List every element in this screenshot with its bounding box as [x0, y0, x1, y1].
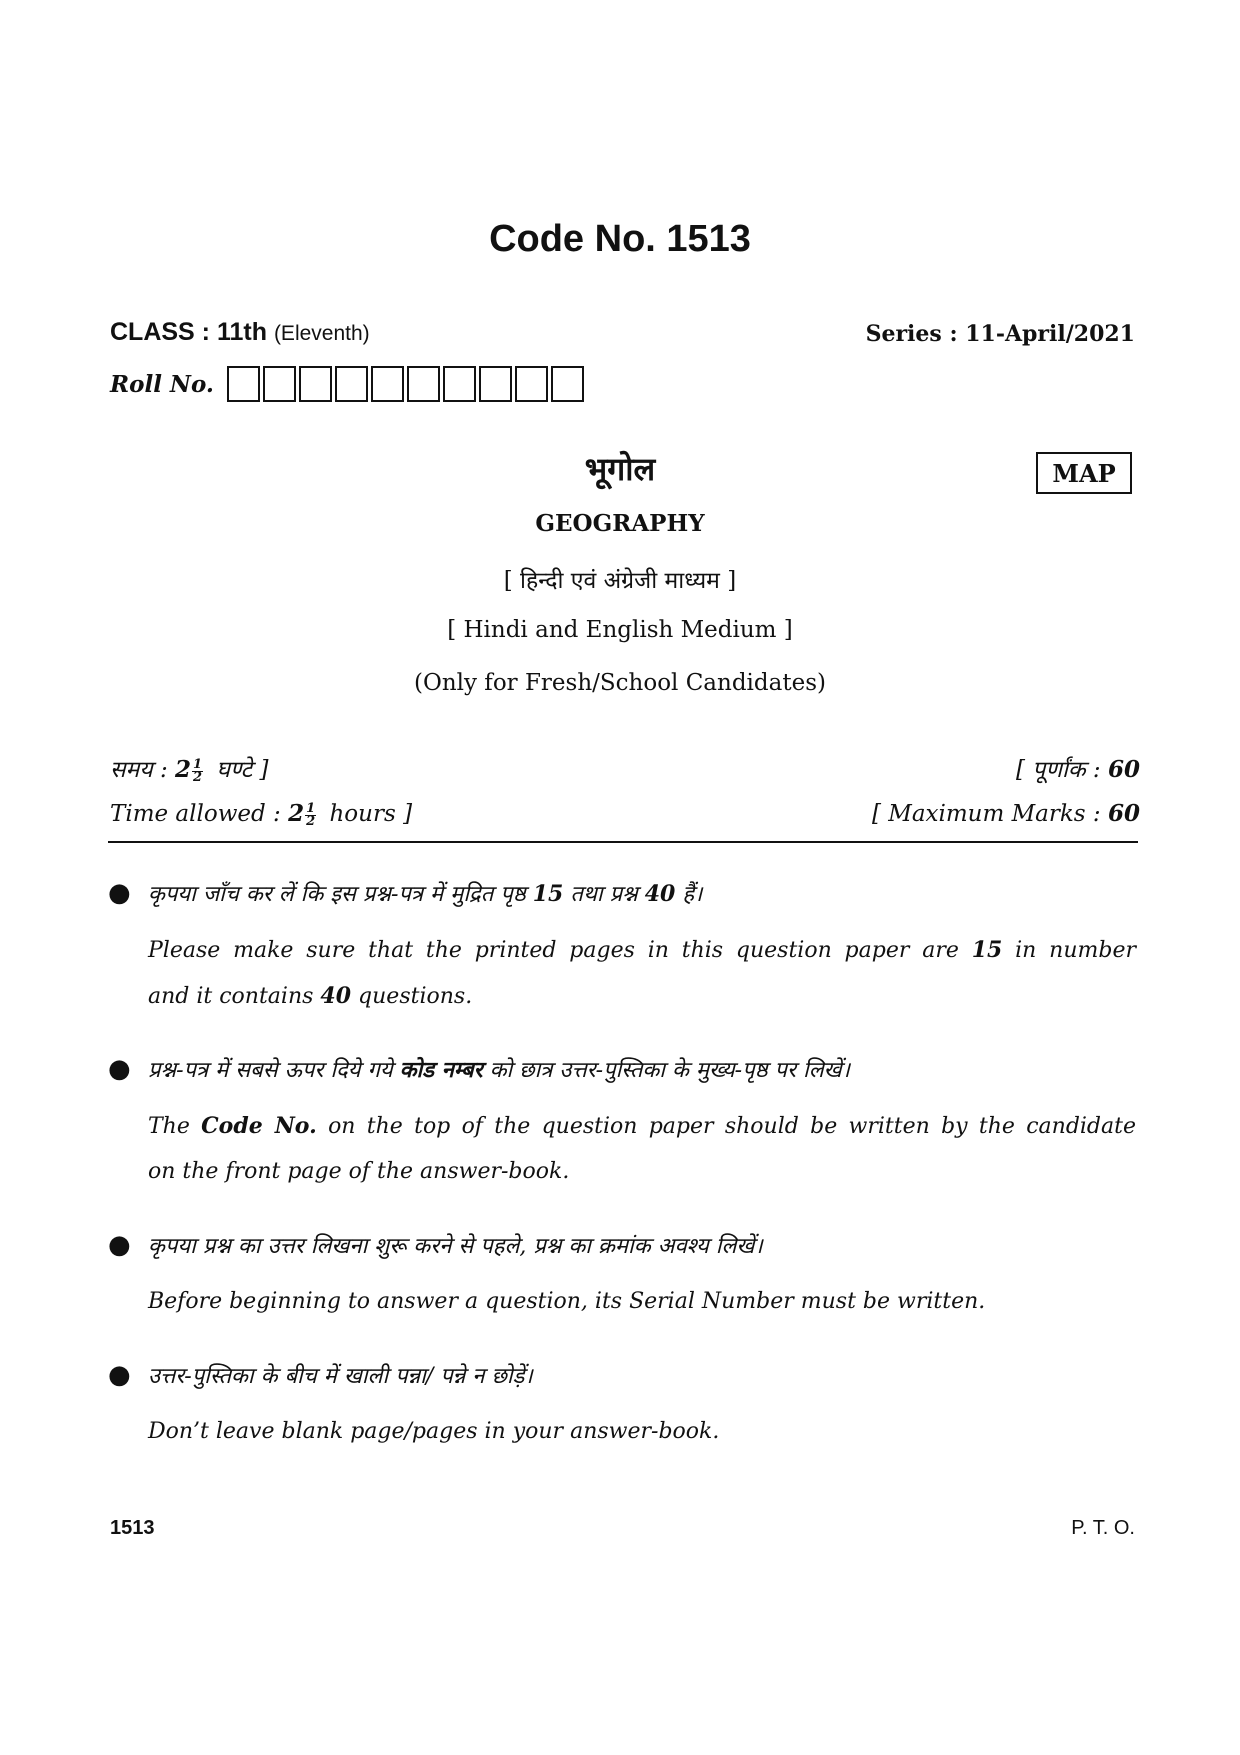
bullet-icon: ● [108, 878, 131, 908]
roll-number-box [443, 366, 476, 402]
time-en-label: Time allowed : [110, 801, 281, 827]
marks-en-label: [ Maximum Marks : [871, 801, 1101, 827]
max-marks-english [872, 800, 1140, 827]
time-hi-whole: 2 [175, 756, 192, 783]
instruction-2-english-cont: on the front page of the answer-book. [148, 1159, 570, 1184]
instruction-2-english: The Code No. on the top of the question paper should be written by the candidate [148, 1113, 1136, 1139]
roll-number-box [407, 366, 440, 402]
medium-hindi: [ हिन्दी एवं अंग्रेजी माध्यम ] [503, 568, 737, 594]
code-number-title: Code No. 1513 [489, 218, 751, 260]
roll-number-label: Roll No. [110, 370, 214, 398]
instruction-4-hindi: उत्तर-पुस्तिका के बीच में खाली पन्ना/ पन्ने न छोड़ें। [148, 1364, 533, 1389]
class-subtext: (Eleventh) [273, 322, 370, 345]
instruction-4-english: Don’t leave blank page/pages in your answer-book. [148, 1419, 720, 1444]
instruction-1-english-cont: and it contains 40 questions. [148, 983, 473, 1009]
subject-hindi: भूगोल [584, 450, 656, 488]
bullet-icon: ● [108, 1360, 131, 1390]
series-label: Series : 11-April/2021 [865, 321, 1135, 347]
roll-number-box [515, 366, 548, 402]
half-fraction: $\frac{1}{2}$ [193, 756, 203, 785]
marks-en-value: 60 [1107, 800, 1140, 827]
class-value: CLASS : 11th [110, 318, 267, 346]
divider-rule [108, 841, 1138, 843]
instruction-3-hindi: कृपया प्रश्न का उत्तर लिखना शुरू करने से पहले, प्रश्न का क्रमांक अवश्य लिखें। [148, 1234, 763, 1259]
time-en-unit: hours ] [329, 801, 413, 827]
instruction-3-english: Before beginning to answer a question, its Serial Number must be written. [148, 1289, 986, 1314]
max-marks-hindi [1016, 752, 1140, 784]
instruction-2-hindi: प्रश्न-पत्र में सबसे ऊपर दिये गये कोड नम्बर को छात्र उत्तर-पुस्तिका के मुख्य-पृष्ठ पर लिखें। [148, 1057, 850, 1083]
roll-number-box [551, 366, 584, 402]
time-hi-unit: घण्टे ] [216, 757, 269, 783]
roll-number-box [479, 366, 512, 402]
bullet-icon: ● [108, 1054, 131, 1084]
roll-number-box [371, 366, 404, 402]
class-label [110, 318, 370, 347]
marks-hi-value: 60 [1107, 756, 1140, 783]
roll-number-box [227, 366, 260, 402]
roll-number-box [335, 366, 368, 402]
time-hi-label: समय : [110, 757, 168, 783]
roll-number-boxes [224, 366, 584, 402]
instruction-1-english: Please make sure that the printed pages in this question paper are 15 in number [148, 937, 1136, 963]
marks-hi-label: [ पूर्णांक : [1016, 757, 1101, 783]
footer-pto: P. T. O. [1071, 1517, 1135, 1539]
instruction-1-hindi: कृपया जाँच कर लें कि इस प्रश्न-पत्र में मुद्रित पृष्ठ 15 तथा प्रश्न 40 हैं। [148, 881, 703, 907]
roll-number-box [263, 366, 296, 402]
time-allowed-hindi [110, 752, 269, 784]
subject-english: GEOGRAPHY [535, 510, 705, 537]
map-badge: MAP [1036, 452, 1132, 494]
footer-code: 1513 [110, 1517, 155, 1539]
roll-number-field [110, 365, 584, 403]
time-en-whole: 2 [288, 800, 305, 827]
roll-number-box [299, 366, 332, 402]
medium-english: [ Hindi and English Medium ] [447, 617, 793, 643]
candidates-note: (Only for Fresh/School Candidates) [414, 670, 826, 696]
time-allowed-english [110, 800, 412, 828]
half-fraction: $\frac{1}{2}$ [306, 800, 316, 829]
bullet-icon: ● [108, 1230, 131, 1260]
